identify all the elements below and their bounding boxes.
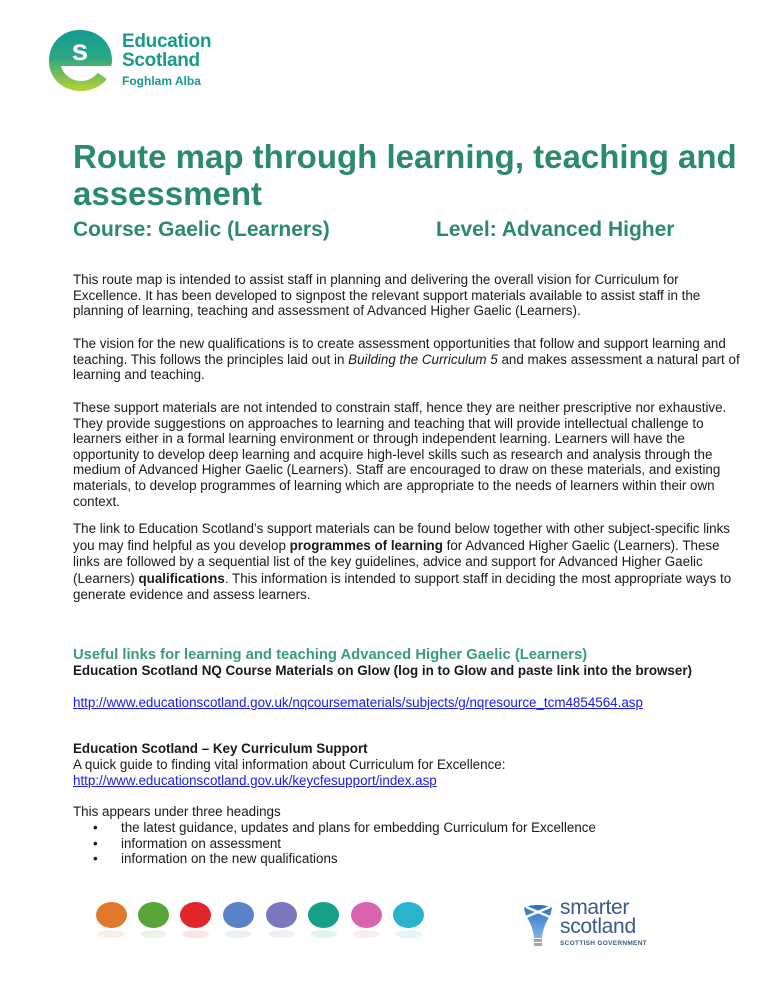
links-intro-bold1: programmes of learning	[289, 537, 443, 553]
links-intro-part3: . This information is intended to support staff in deciding the most appropriate ways to generate evidence and assess learners.	[73, 570, 732, 603]
course-label: Course: Gaelic (Learners)	[73, 218, 330, 241]
nq-course-materials-link[interactable]: http://www.educationscotland.gov.uk/nqcoursematerials/subjects/g/nqresource_tcm4854564.asp	[73, 695, 643, 710]
dot-pink-icon	[351, 902, 382, 928]
dot-teal-icon	[308, 902, 339, 928]
logo-text-scotland: scotland	[560, 915, 636, 938]
bullet-icon: •	[93, 835, 98, 851]
key-curriculum-support-description: A quick guide to finding vital information about Curriculum for Excellence:	[73, 757, 506, 772]
logo-text-education: Education	[122, 31, 212, 52]
vision-text-after: and makes assessment a natural part of learning and teaching.	[73, 351, 740, 383]
logo-text-scotland: Scotland	[122, 50, 200, 71]
nq-course-materials-title: Education Scotland NQ Course Materials on Glow (log in to Glow and paste link into the browser)	[73, 663, 692, 678]
education-scotland-logo	[46, 26, 246, 96]
list-item	[73, 836, 596, 852]
logo-text-smarter: smarter	[560, 896, 630, 919]
list-item	[73, 820, 596, 836]
svg-text:s: s	[71, 34, 89, 67]
bullet-icon: •	[93, 851, 98, 867]
logo-text-foghlam-alba: Foghlam Alba	[122, 74, 201, 88]
saltire-lightbulb-icon	[520, 902, 556, 954]
vision-text-italic: Building the Curriculum 5	[348, 351, 498, 367]
dot-red-icon	[180, 902, 211, 928]
bullet-icon: •	[93, 820, 98, 835]
logo-text-scottish-government: SCOTTISH GOVERNMENT	[560, 940, 647, 947]
headings-list	[73, 820, 596, 867]
list-item-text: information on assessment	[121, 835, 282, 851]
intro-paragraph: This route map is intended to assist staff in planning and delivering the overall vision for Curriculum for Excellence. It has been developed to signpost the relevant support materials available to assist staff in the planning of learning, teaching and assessment of Advanced Higher Gaelic (Learners).	[73, 272, 701, 319]
dot-purple-icon	[266, 902, 297, 928]
curriculum-colour-dots	[96, 902, 426, 942]
education-scotland-e-icon	[46, 28, 114, 92]
page-title: Route map through learning, teaching and assessment	[73, 138, 737, 212]
dot-blue-icon	[223, 902, 254, 928]
links-intro-part1: The link to Education Scotland’s support materials can be found below together with other subject-specific links you may find helpful as you develop	[73, 521, 730, 553]
dot-green-icon	[138, 902, 169, 928]
dot-orange-icon	[96, 902, 127, 928]
key-curriculum-support-title: Education Scotland – Key Curriculum Support	[73, 741, 368, 756]
smarter-scotland-logo	[520, 898, 700, 958]
key-curriculum-support-link[interactable]: http://www.educationscotland.gov.uk/keycfesupport/index.asp	[73, 773, 437, 788]
vision-paragraph	[73, 336, 743, 383]
level-label: Level: Advanced Higher	[436, 218, 675, 241]
links-intro-bold2: qualifications	[138, 570, 225, 586]
list-item-text: information on the new qualifications	[121, 851, 338, 867]
links-intro-part2: for Advanced Higher Gaelic (Learners). These links are followed by a sequential list of the key guidelines, advice and support for Advanced Higher Gaelic (Learners)	[73, 537, 720, 586]
links-intro-paragraph	[73, 521, 743, 604]
dot-cyan-icon	[393, 902, 424, 928]
vision-text-before: The vision for the new qualifications is to create assessment opportunities that follow and support learning and teaching. This follows the principles laid out in	[73, 336, 726, 367]
list-item	[73, 851, 596, 867]
headings-list-intro: This appears under three headings	[73, 804, 281, 819]
useful-links-heading: Useful links for learning and teaching Advanced Higher Gaelic (Learners)	[73, 647, 588, 663]
support-materials-paragraph: These support materials are not intended to constrain staff, hence they are neither prescriptive nor exhaustive. They provide suggestions on approaches to learning and teaching that will provide intellectual challenge to learners either in a formal learning environment or through independent learning. Learners will have the opportunity to develop deep learning and acquire high-level skills such as research and analysis through the medium of Advanced Higher Gaelic (Learners). Staff are encouraged to draw on these materials, and existing materials, to develop programmes of learning which are appropriate to the needs of learners within their own context.	[73, 400, 727, 509]
list-item-text: the latest guidance, updates and plans for embedding Curriculum for Excellence	[121, 820, 596, 835]
